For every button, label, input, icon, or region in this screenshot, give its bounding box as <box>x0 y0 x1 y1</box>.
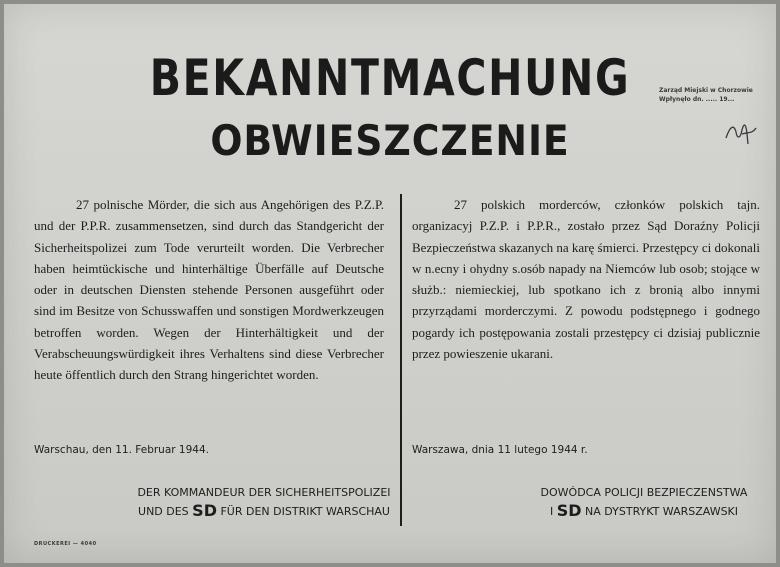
german-date: Warschau, den 11. Februar 1944. <box>34 444 209 456</box>
german-signature-prefix: UND DES <box>138 505 189 518</box>
german-signature-block <box>124 484 404 521</box>
polish-date: Warszawa, dnia 11 lutego 1944 r. <box>412 444 588 456</box>
polish-signature-line-1: DOWÓDCA POLICJI BEZPIECZENSTWA <box>540 486 748 499</box>
german-signature-suffix: FÜR DEN DISTRIKT WARSCHAU <box>220 505 390 518</box>
german-paragraph: 27 polnische Mörder, die sich aus Angehörigen des P.Z.P. und der P.P.R. zusammensetzen, sind durch das Standgericht der Sicherheitspolizei zum Tode verurteilt worden. Die Verbrecher haben heimtückische und hinterhältige Überfälle auf Deutsche oder in deutschen Diensten stehende Personen ausgeführt oder sind im Besitze von Schusswaffen und sonstigen Mordwerkzeugen betroffen worden. Wegen der Hinterhältigkeit und der Verabscheuungswürdigkeit ihres Verhaltens sind diese Verbrecher heute öffentlich durch den Strang hingerichtet worden. <box>34 197 384 383</box>
polish-sd-mark: SD <box>556 501 582 520</box>
german-signature-line-2 <box>124 502 404 521</box>
printer-mark: DRUCKEREI — 4040 <box>34 541 97 547</box>
stamp-line-1: Zarząd Miejski w Chorzowie <box>659 87 753 94</box>
title-german: BEKANNTMACHUNG <box>149 49 631 107</box>
registry-stamp <box>659 86 769 104</box>
column-divider <box>400 194 402 526</box>
polish-signature-suffix: NA DYSTRYKT WARSZAWSKI <box>585 505 739 518</box>
german-sd-mark: SD <box>192 501 217 520</box>
german-text-column <box>34 194 384 386</box>
stamp-line-2: Wpłynęło dn. ..... 19... <box>659 96 735 103</box>
german-signature-line-1: DER KOMMANDEUR DER SICHERHEITSPOLIZEI <box>137 486 391 499</box>
polish-paragraph: 27 polskich morderców, członków polskich tajn. organizacyj P.Z.P. i P.P.R., zostało przez Sąd Doraźny Policji Bezpieczeństwa skazanych na karę śmierci. Przestępcy ci dokonali w n.ecny i ohydny s.osób napady na Niemców lub osob; stojące w służb.: niemieckiej, lub spotkano ich z bronią albo innymi przyrządami morderczymi. Z powodu podstępnego i godnego pogardy ich postępowania zostali przestępcy ci dzisiaj publicznie przez powieszenie ukarani. <box>412 197 760 362</box>
title-polish: OBWIESZCZENIE <box>210 116 570 165</box>
poster <box>4 4 776 563</box>
polish-signature-block <box>524 484 764 521</box>
polish-text-column <box>412 194 760 364</box>
handwritten-signature-icon <box>722 116 758 150</box>
polish-signature-line-2 <box>524 502 764 521</box>
polish-signature-prefix: I <box>549 505 554 518</box>
